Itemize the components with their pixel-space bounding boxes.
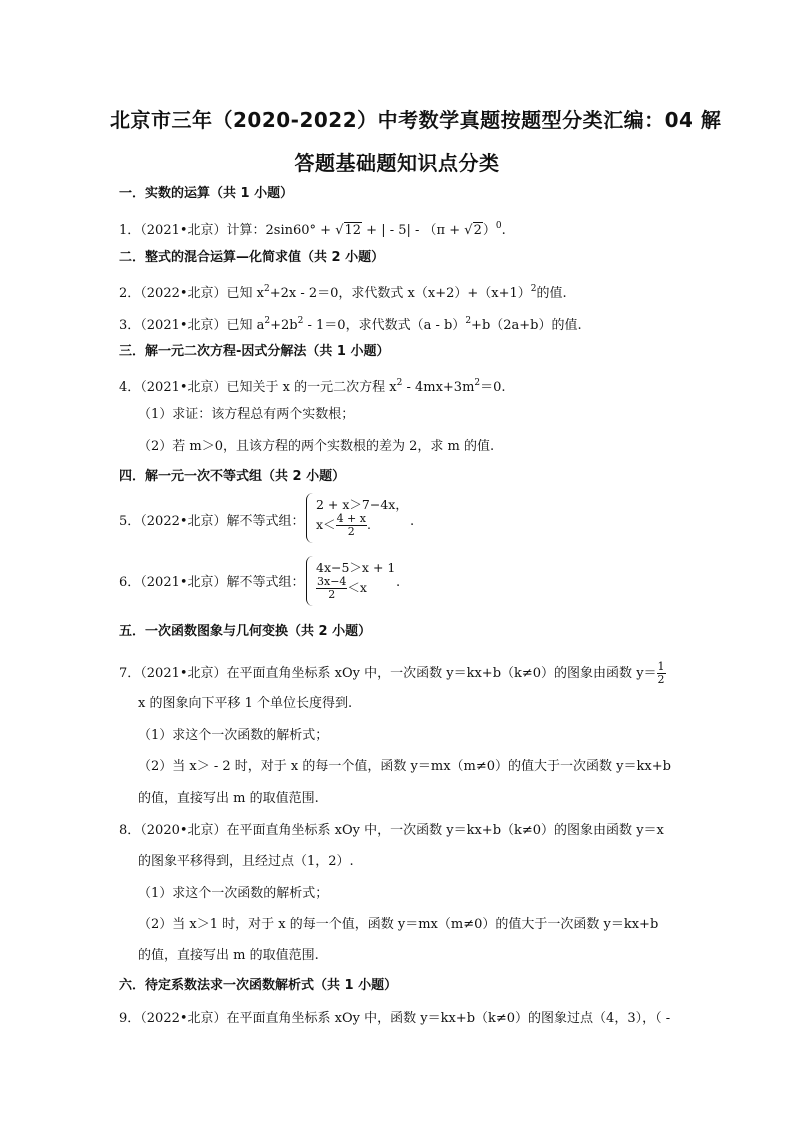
question-5-end: .	[410, 514, 415, 529]
question-8-line-2: 的图象平移得到，且经过点（1，2）.	[138, 854, 354, 869]
question-4-part-1: （1）求证：该方程总有两个实数根；	[138, 407, 355, 422]
question-6-end: .	[396, 575, 401, 590]
inequality-system-6: 4x−5＞x + 1 $\frac{3x-4}{2}$ ＜x	[306, 556, 426, 608]
question-8-part-2-cont: 的值，直接写出 m 的取值范围.	[138, 948, 319, 963]
question-7-line-2: x 的图象向下平移 1 个单位长度得到.	[138, 696, 353, 711]
brace	[306, 556, 314, 606]
fraction: $\frac{3x-4}{2}$	[317, 575, 347, 601]
section-heading-3: 三．解一元二次方程-因式分解法（共 1 小题）	[119, 344, 390, 359]
fraction: $\frac{4 + x}{2}$	[336, 512, 366, 538]
question-8-part-1: （1）求这个一次函数的解析式；	[138, 886, 329, 901]
question-2: 2．（2022•北京）已知 $x^2+2x - 2=0$，求代数式 $x(x+2)+(x+1)^2$的值.	[119, 284, 567, 301]
question-4-part-2: （2）若 m＞0，且该方程的两个实数根的差为 2，求 m 的值.	[138, 439, 495, 454]
question-7-part-2: （2）当 x＞ - 2 时，对于 x 的每一个值，函数 y＝mx（m≠0）的值大于一次函数 y＝kx+b	[138, 759, 671, 774]
section-heading-2: 二．整式的混合运算—化简求值（共 2 小题）	[119, 250, 385, 265]
question-7-part-1: （1）求这个一次函数的解析式；	[138, 728, 329, 743]
section-heading-1: 一．实数的运算（共 1 小题）	[119, 186, 294, 201]
question-7: 7．（2021•北京）在平面直角坐标系 xOy 中，一次函数 y＝kx+b（k≠0）的图象由函数 y＝ $\frac{1}{2}$	[119, 660, 665, 686]
question-9: 9．（2022•北京）在平面直角坐标系 xOy 中，函数 y＝kx+b（k≠0）的图象过点（4，3），（ -	[119, 1011, 671, 1026]
question-5-label: 5．（2022•北京）解不等式组：	[119, 514, 305, 529]
document-title-line-1: 北京市三年（2020-2022）中考数学真题按题型分类汇编：04 解	[110, 108, 722, 132]
question-8-part-2: （2）当 x＞1 时，对于 x 的每一个值，函数 y＝mx（m≠0）的值大于一次函数 y＝kx+b	[138, 917, 659, 932]
document-title-line-2: 答题基础题知识点分类	[294, 151, 500, 175]
question-1: 1．（2021•北京）计算：2sin60° + √12 + | - $5| - (\pi + √2)^0$.	[119, 221, 506, 238]
question-4: 4．（2021•北京）已知关于 x 的一元二次方程 $x^2 - 4mx+3m^2=0$.	[119, 378, 506, 395]
inequality-system-5: 2 + x＞7−4x， x＜ $\frac{4 + x}{2}$ .	[306, 493, 426, 545]
section-heading-6: 六．待定系数法求一次函数解析式（共 1 小题）	[119, 978, 398, 993]
section-heading-5: 五．一次函数图象与几何变换（共 2 小题）	[119, 624, 372, 639]
brace	[306, 493, 314, 543]
question-3: 3．（2021•北京）已知 $a^2+2b^2 - 1=0$，求代数式（a - b）$^2$+b（2a+b）的值.	[119, 316, 582, 333]
question-7-part-2-cont: 的值，直接写出 m 的取值范围.	[138, 791, 319, 806]
sqrt-sign: √	[335, 223, 344, 238]
fraction: $\frac{1}{2}$	[657, 660, 665, 686]
question-6-label: 6．（2021•北京）解不等式组：	[119, 575, 305, 590]
section-heading-4: 四．解一元一次不等式组（共 2 小题）	[119, 469, 346, 484]
question-8: 8．（2020•北京）在平面直角坐标系 xOy 中，一次函数 y＝kx+b（k≠0）的图象由函数 y＝x	[119, 823, 664, 838]
